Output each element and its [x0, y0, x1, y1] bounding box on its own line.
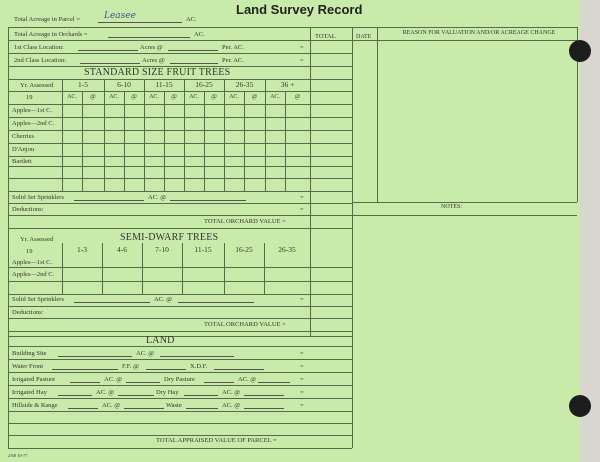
standard-sprinklers-label: Solid Set Sprinklers: [12, 194, 65, 201]
class2-per: Per. AC.: [222, 57, 244, 64]
semi-sprinklers-label: Solid Set Sprinklers: [12, 296, 65, 303]
standard-grid-column: [124, 91, 125, 191]
form-row-rule: [8, 53, 352, 54]
form-row-rule: [8, 435, 352, 436]
class2-blank-b: [170, 63, 218, 64]
standard-grid-column: [82, 91, 83, 191]
form-row-rule: [8, 178, 352, 179]
standard-sub-label: AC.: [149, 94, 159, 100]
notes-rule-2: [352, 215, 577, 216]
form-row-rule: [8, 130, 352, 131]
irrigated-hay-eq: =: [300, 389, 304, 396]
notes-label: NOTES:: [441, 204, 462, 210]
form-row-rule: [8, 40, 352, 41]
water-front-ff-blank: [146, 369, 186, 370]
form-row-rule: [8, 215, 352, 216]
semi-range-label: 4-6: [117, 245, 127, 254]
standard-range-label: 11-15: [155, 80, 173, 89]
form-row-rule: [8, 228, 352, 229]
class1-label: 1st Class Location:: [14, 44, 64, 51]
date-column-header: DATE: [356, 34, 372, 40]
semi-total-label: TOTAL ORCHARD VALUE =: [204, 321, 286, 328]
semi-dwarf-heading: SEMI-DWARF TREES: [120, 232, 219, 243]
standard-grid-column: [310, 91, 311, 191]
form-row-rule: [8, 331, 352, 332]
semi-row-label: Apples—1st C.: [12, 259, 53, 266]
standard-sub-label: @: [171, 94, 177, 100]
dry-pasture-rate-blank: [258, 382, 290, 383]
form-row-rule: [8, 306, 352, 307]
form-row-rule: [8, 385, 352, 386]
form-row-rule: [8, 423, 352, 424]
standard-sub-label: @: [131, 94, 137, 100]
irrigated-hay-ac: AC. @: [96, 389, 115, 396]
standard-total-label: TOTAL ORCHARD VALUE =: [204, 218, 286, 225]
building-site-eq: =: [300, 350, 304, 357]
parcel-blank: [98, 22, 182, 23]
standard-row-label: D'Anjou: [12, 146, 35, 153]
irrigated-hay-blank: [58, 395, 92, 396]
standard-row-label: Cherries: [12, 133, 35, 140]
binder-hole-top: [569, 40, 591, 62]
waste-label: Waste: [166, 402, 182, 409]
semi-yr-prefix: 19: [26, 248, 33, 255]
semi-range-label: 16-25: [235, 245, 253, 254]
form-row-rule: [8, 267, 352, 268]
irrigated-pasture-blank: [70, 382, 100, 383]
dry-pasture-label: Dry Pasture: [164, 376, 195, 383]
dry-hay-rate-blank: [244, 395, 284, 396]
class1-eq: =: [300, 44, 304, 51]
standard-grid-column: [244, 91, 245, 191]
standard-sub-label: @: [211, 94, 217, 100]
semi-range-label: 11-15: [194, 245, 212, 254]
parcel-label: Total Acreage in Parcel =: [14, 16, 81, 23]
standard-grid-column: [164, 91, 165, 191]
standard-grid-column: [104, 91, 105, 191]
standard-grid-column: [224, 91, 225, 191]
irrigated-pasture-label: Irrigated Pasture: [12, 376, 56, 383]
form-row-rule: [8, 318, 352, 319]
reason-column-header: REASON FOR VALUATION AND/OR ACREAGE CHANGE: [402, 30, 556, 36]
water-front-eq: =: [300, 363, 304, 370]
form-row-rule: [8, 91, 352, 92]
standard-row-label: Apples—1st C.: [12, 107, 53, 114]
standard-grid-column: [184, 91, 185, 191]
hillside-label: Hillside & Range: [12, 402, 58, 409]
standard-range-label: 1-5: [78, 80, 88, 89]
standard-grid-column: [62, 91, 63, 191]
form-row-rule: [8, 156, 352, 157]
standard-range-label: 26-35: [235, 80, 254, 89]
class2-eq: =: [300, 57, 304, 64]
frame-top: [8, 27, 577, 28]
semi-yr-label: Yr. Assessed: [20, 236, 54, 243]
standard-grid-column: [265, 91, 266, 191]
notes-rule: [352, 202, 577, 203]
form-row-rule: [8, 191, 352, 192]
dry-hay-ac: AC. @: [222, 389, 241, 396]
page-title: Land Survey Record: [236, 2, 363, 17]
class1-blank-a: [78, 50, 138, 51]
waste-blank: [186, 408, 218, 409]
form-row-rule: [8, 104, 352, 105]
irrigated-hay-rate-blank: [118, 395, 154, 396]
standard-sub-label: AC.: [189, 94, 199, 100]
standard-trees-heading: STANDARD SIZE FRUIT TREES: [84, 67, 231, 78]
water-front-xdf: X.D.F.: [190, 363, 208, 370]
orchards-blank: [108, 37, 190, 38]
class2-blank-a: [80, 63, 140, 64]
water-front-label: Water Front: [12, 363, 44, 370]
form-code: 2/68 10-77: [8, 453, 28, 458]
semi-deductions-label: Deductions:: [12, 309, 44, 316]
semi-grid-column: [310, 243, 311, 294]
standard-range-label: 16-25: [195, 80, 213, 89]
form-row-rule: [8, 336, 352, 337]
standard-range-label: 6-10: [117, 80, 131, 89]
semi-sprinklers-eq: =: [300, 296, 304, 303]
form-row-rule: [8, 166, 352, 167]
frame-bottom: [8, 448, 352, 449]
standard-grid-column: [144, 91, 145, 191]
form-row-rule: [8, 203, 352, 204]
standard-sub-label: AC.: [270, 94, 280, 100]
form-row-rule: [8, 294, 352, 295]
standard-sub-label: AC.: [229, 94, 239, 100]
building-site-blank-b: [160, 356, 234, 357]
hillside-ac: AC. @: [102, 402, 121, 409]
form-row-rule: [8, 398, 352, 399]
irrigated-pasture-rate-blank: [126, 382, 160, 383]
standard-grid-column: [285, 91, 286, 191]
date-column-right: [377, 27, 378, 202]
dry-pasture-blank: [204, 382, 234, 383]
land-heading: LAND: [146, 335, 175, 346]
class2-label: 2nd Class Location:: [14, 57, 66, 64]
irrigated-hay-label: Irrigated Hay: [12, 389, 47, 396]
building-site-blank: [58, 356, 132, 357]
standard-sprinklers-blank-b: [170, 200, 246, 201]
standard-sprinklers-eq: =: [300, 194, 304, 201]
total-column-right: [352, 27, 353, 448]
water-front-blank: [52, 369, 118, 370]
standard-yr-label: Yr. Assessed: [20, 82, 54, 89]
standard-range-label: 36 +: [280, 80, 295, 89]
standard-deductions-eq: =: [300, 206, 304, 213]
parcel-handwritten-value: Leasee: [104, 11, 136, 21]
standard-sub-label: @: [90, 94, 96, 100]
waste-ac: AC. @: [222, 402, 241, 409]
orchards-unit: AC.: [194, 31, 205, 38]
dry-pasture-ac: AC. @: [238, 376, 257, 383]
form-row-rule: [8, 411, 352, 412]
irrigated-pasture-ac: AC. @: [104, 376, 123, 383]
binder-hole-bottom: [569, 395, 591, 417]
total-column-header: TOTAL: [315, 33, 336, 40]
standard-yr-prefix: 19: [26, 94, 33, 101]
semi-range-label: 1-3: [77, 245, 87, 254]
standard-sub-label: @: [294, 94, 301, 100]
water-front-ff: F.F. @: [122, 363, 140, 370]
hillside-eq: =: [300, 402, 304, 409]
class2-acres: Acres @: [142, 57, 165, 64]
standard-grid-column: [204, 91, 205, 191]
standard-deductions-label: Deductions:: [12, 206, 44, 213]
building-site-ac: AC. @: [136, 350, 155, 357]
form-row-rule: [8, 372, 352, 373]
standard-sprinklers-ac: AC. @: [148, 194, 167, 201]
standard-row-label: Bartlett: [12, 158, 32, 165]
semi-sprinklers-ac: AC. @: [154, 296, 173, 303]
standard-sub-label: AC.: [67, 94, 77, 100]
dry-hay-blank: [184, 395, 218, 396]
building-site-label: Building Site: [12, 350, 47, 357]
form-row-rule: [8, 143, 352, 144]
form-row-rule: [8, 346, 352, 347]
form-row-rule: [8, 359, 352, 360]
dry-hay-label: Dry Hay: [156, 389, 179, 396]
semi-row-label: Apples—2nd C.: [12, 271, 55, 278]
irrigated-pasture-eq: =: [300, 376, 304, 383]
hillside-blank: [68, 408, 98, 409]
standard-sprinklers-blank: [74, 200, 144, 201]
standard-sub-label: @: [251, 94, 258, 100]
class1-blank-b: [168, 50, 218, 51]
standard-sub-label: AC.: [109, 94, 119, 100]
waste-rate-blank: [244, 408, 284, 409]
water-front-xdf-blank: [214, 369, 264, 370]
hillside-rate-blank: [124, 408, 164, 409]
standard-row-label: Apples—2nd C.: [12, 120, 55, 127]
semi-sprinklers-blank-b: [178, 302, 254, 303]
class1-acres: Acres @: [140, 44, 163, 51]
parcel-unit: AC.: [186, 16, 197, 23]
form-row-rule: [8, 281, 352, 282]
class1-per: Per. AC.: [222, 44, 244, 51]
form-row-rule: [8, 117, 352, 118]
appraised-total-label: TOTAL APPRAISED VALUE OF PARCEL =: [156, 437, 277, 444]
semi-range-label: 7-10: [155, 245, 169, 254]
semi-range-label: 26-35: [278, 245, 296, 254]
semi-sprinklers-blank: [74, 302, 150, 303]
orchards-label: Total Acreage in Orchards =: [14, 31, 88, 38]
